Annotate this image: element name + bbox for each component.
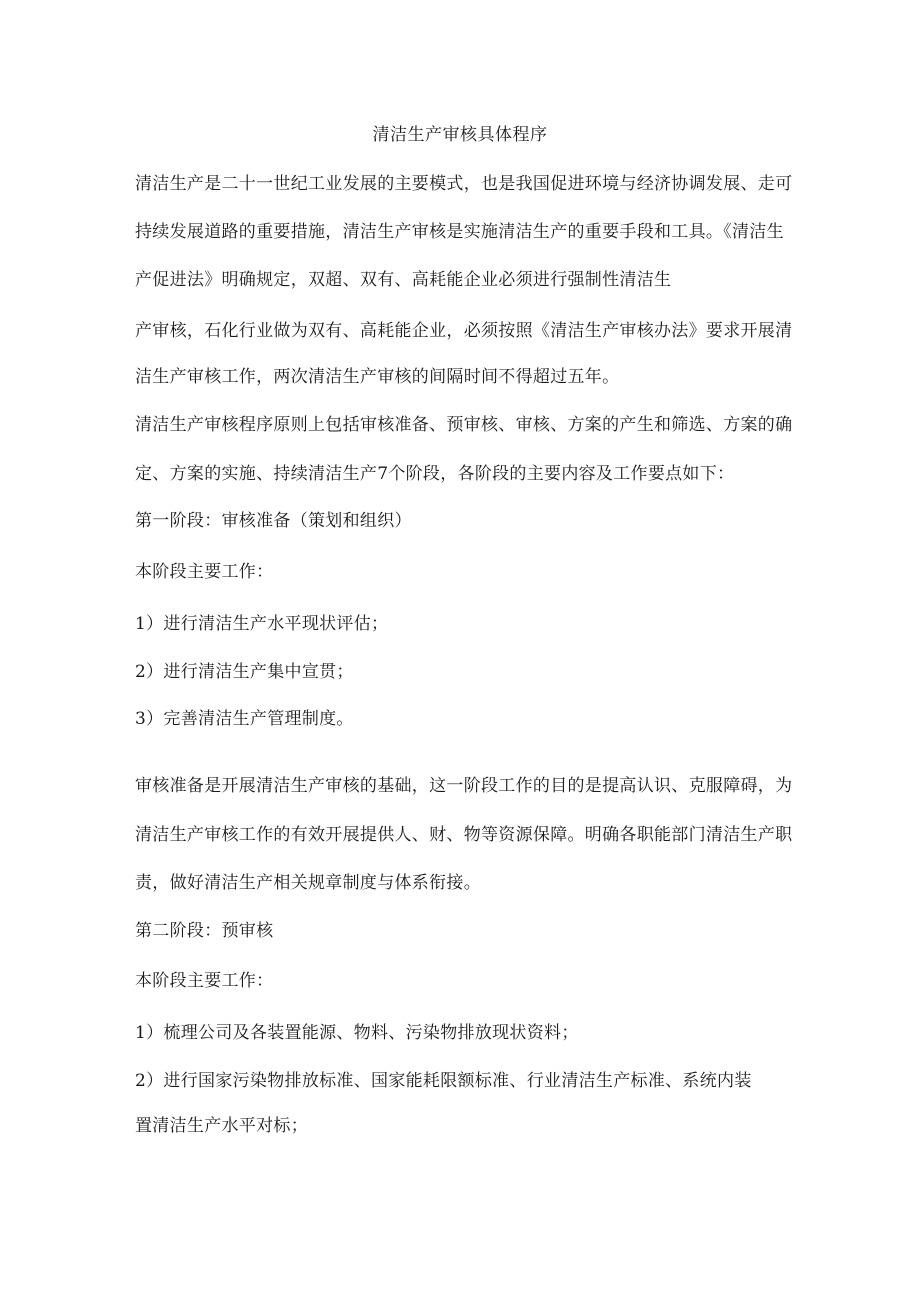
document-title: 清洁生产审核具体程序 bbox=[372, 125, 548, 145]
paragraph-line: 洁生产审核工作，两次清洁生产审核的间隔时间不得超过五年。 bbox=[135, 367, 620, 387]
paragraph-line: 产审核，石化行业做为双有、高耗能企业，必须按照《清洁生产审核办法》要求开展清 bbox=[135, 321, 793, 341]
subheading: 本阶段主要工作： bbox=[135, 562, 274, 582]
list-item: 3）完善清洁生产管理制度。 bbox=[135, 709, 354, 729]
paragraph-line: 清洁生产是二十一世纪工业发展的主要模式，也是我国促进环境与经济协调发展、走可 bbox=[135, 174, 793, 194]
list-item: 1）梳理公司及各装置能源、物料、污染物排放现状资料； bbox=[135, 1023, 579, 1043]
list-item-continuation: 置清洁生产水平对标； bbox=[135, 1116, 308, 1136]
list-item: 1）进行清洁生产水平现状评估； bbox=[135, 614, 389, 634]
list-item: 2）进行清洁生产集中宣贯； bbox=[135, 662, 354, 682]
section-heading: 第一阶段：审核准备（策划和组织） bbox=[135, 511, 412, 531]
paragraph-line: 产促进法》明确规定，双超、双有、高耗能企业必须进行强制性清洁生 bbox=[135, 270, 672, 290]
paragraph-line: 审核准备是开展清洁生产审核的基础，这一阶段工作的目的是提高认识、克服障碍，为 bbox=[135, 776, 793, 796]
list-item: 2）进行国家污染物排放标准、国家能耗限额标准、行业清洁生产标准、系统内装 bbox=[135, 1071, 752, 1091]
paragraph-line: 持续发展道路的重要措施，清洁生产审核是实施清洁生产的重要手段和工具。《清洁生 bbox=[135, 222, 784, 242]
subheading: 本阶段主要工作： bbox=[135, 971, 274, 991]
paragraph-line: 定、方案的实施、持续清洁生产7个阶段，各阶段的主要内容及工作要点如下： bbox=[135, 464, 735, 484]
paragraph-line: 清洁生产审核工作的有效开展提供人、财、物等资源保障。明确各职能部门清洁生产职 bbox=[135, 825, 793, 845]
section-heading: 第二阶段：预审核 bbox=[135, 921, 274, 941]
paragraph-line: 责，做好清洁生产相关规章制度与体系衔接。 bbox=[135, 873, 481, 893]
paragraph-line: 清洁生产审核程序原则上包括审核准备、预审核、审核、方案的产生和筛选、方案的确 bbox=[135, 415, 793, 435]
